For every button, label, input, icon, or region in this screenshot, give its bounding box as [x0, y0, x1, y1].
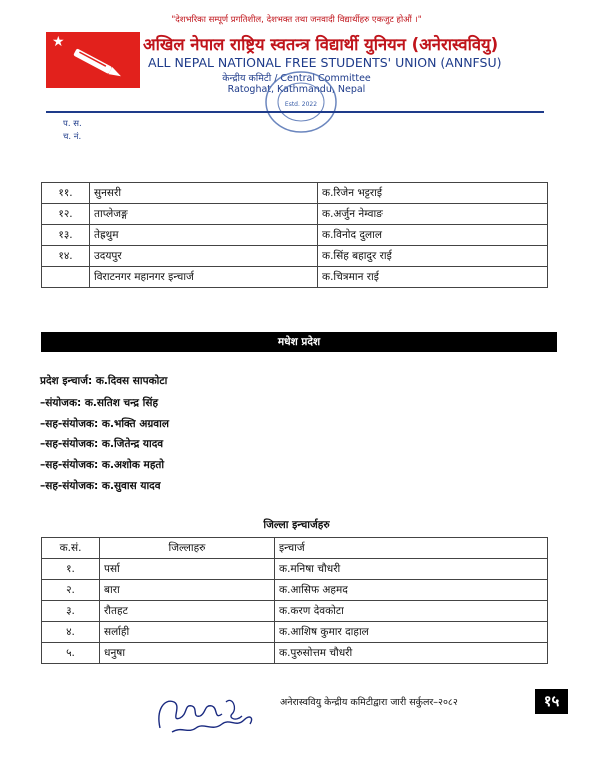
row-incharge: क.विनोद दुलाल	[318, 225, 548, 246]
row-serial: ११.	[42, 183, 90, 204]
district-incharge-heading: जिल्ला इन्चार्जहरु	[263, 519, 330, 531]
table-row	[42, 643, 548, 664]
row-incharge: क.सिंह बहादुर राई	[318, 246, 548, 267]
table-row	[42, 204, 548, 225]
row-incharge: क.चित्रमान राई	[318, 267, 548, 288]
district-incharge-table	[41, 537, 548, 664]
org-name-english: ALL NEPAL NATIONAL FREE STUDENTS' UNION (ANNFSU)	[148, 55, 502, 70]
seal-text: Estd. 2022	[284, 101, 318, 108]
table-row	[42, 183, 548, 204]
row-incharge: क.करण देवकोटा	[275, 601, 548, 622]
row-serial: ४.	[42, 622, 100, 643]
table-row	[42, 267, 548, 288]
row-serial: १२.	[42, 204, 90, 225]
row-incharge: क.मनिषा चौधरी	[275, 559, 548, 580]
row-district: विराटनगर महानगर इन्चार्ज	[90, 267, 318, 288]
header-divider	[46, 111, 544, 113]
district-incharge-table-continued	[41, 182, 548, 288]
column-header-serial: क.सं.	[42, 538, 100, 559]
table-row	[42, 225, 548, 246]
coordinator-line: –सह-संयोजक: क.सुवास यादव	[40, 480, 161, 492]
table-row	[42, 246, 548, 267]
row-district: उदयपुर	[90, 246, 318, 267]
table-row	[42, 580, 548, 601]
row-district: बारा	[100, 580, 275, 601]
row-incharge: क.आशिष कुमार दाहाल	[275, 622, 548, 643]
coordinator-line: –सह-संयोजक: क.भक्ति अग्रवाल	[40, 418, 169, 430]
row-serial: १४.	[42, 246, 90, 267]
table-row	[42, 601, 548, 622]
motto: "देशभरिका सम्पूर्ण प्रगतिशील, देशभक्त तथा जनवादी विद्यार्थीहरु एकजुट होऔं ।"	[171, 15, 422, 25]
ref-ps-label: प. स.	[63, 119, 82, 129]
table-row	[42, 622, 548, 643]
row-district: ताप्लेजङ्ग	[90, 204, 318, 225]
province-incharge: प्रदेश इन्चार्ज: क.दिवस सापकोटा	[40, 375, 168, 387]
org-address: Ratoghat, Kathmandu, Nepal	[227, 84, 366, 95]
table-row	[42, 559, 548, 580]
table-header-row	[42, 538, 548, 559]
column-header-districts: जिल्लाहरु	[100, 538, 275, 559]
row-incharge: क.पुरुसोत्तम चौधरी	[275, 643, 548, 664]
row-serial: १३.	[42, 225, 90, 246]
signature	[152, 688, 262, 740]
row-serial: ३.	[42, 601, 100, 622]
row-serial: २.	[42, 580, 100, 601]
row-district: पर्सा	[100, 559, 275, 580]
row-incharge: क.रिजेन भट्टराई	[318, 183, 548, 204]
row-incharge: क.आसिफ अहमद	[275, 580, 548, 601]
official-seal	[264, 70, 338, 134]
row-district: सुनसरी	[90, 183, 318, 204]
ref-cn-label: च. नं.	[63, 132, 82, 142]
row-district: धनुषा	[100, 643, 275, 664]
row-district: सर्लाही	[100, 622, 275, 643]
page-number: १५	[535, 689, 568, 714]
row-district: रौतहट	[100, 601, 275, 622]
org-name-nepali: अखिल नेपाल राष्ट्रिय स्वतन्त्र विद्यार्थी युनियन (अनेरास्ववियु)	[143, 35, 499, 54]
committee-name: केन्द्रीय कमिटी / Central Committee	[222, 73, 371, 84]
coordinator-line: –सह-संयोजक: क.अशोक महतो	[40, 459, 165, 471]
row-serial: ५.	[42, 643, 100, 664]
row-serial: १.	[42, 559, 100, 580]
circular-footer: अनेरास्ववियु केन्द्रीय कमिटीद्वारा जारी सर्कुलर–२०८२	[280, 697, 458, 708]
row-incharge: क.अर्जुन नेम्वाङ	[318, 204, 548, 225]
coordinator-line: –सह-संयोजक: क.जितेन्द्र यादव	[40, 438, 164, 450]
row-serial	[42, 267, 90, 288]
star-icon: ★	[52, 34, 65, 50]
column-header-incharge: इन्चार्ज	[275, 538, 548, 559]
coordinator-line: –संयोजक: क.सतिश चन्द्र सिंह	[40, 397, 159, 409]
province-heading: मधेश प्रदेश	[41, 332, 557, 352]
row-district: तेह्रथुम	[90, 225, 318, 246]
